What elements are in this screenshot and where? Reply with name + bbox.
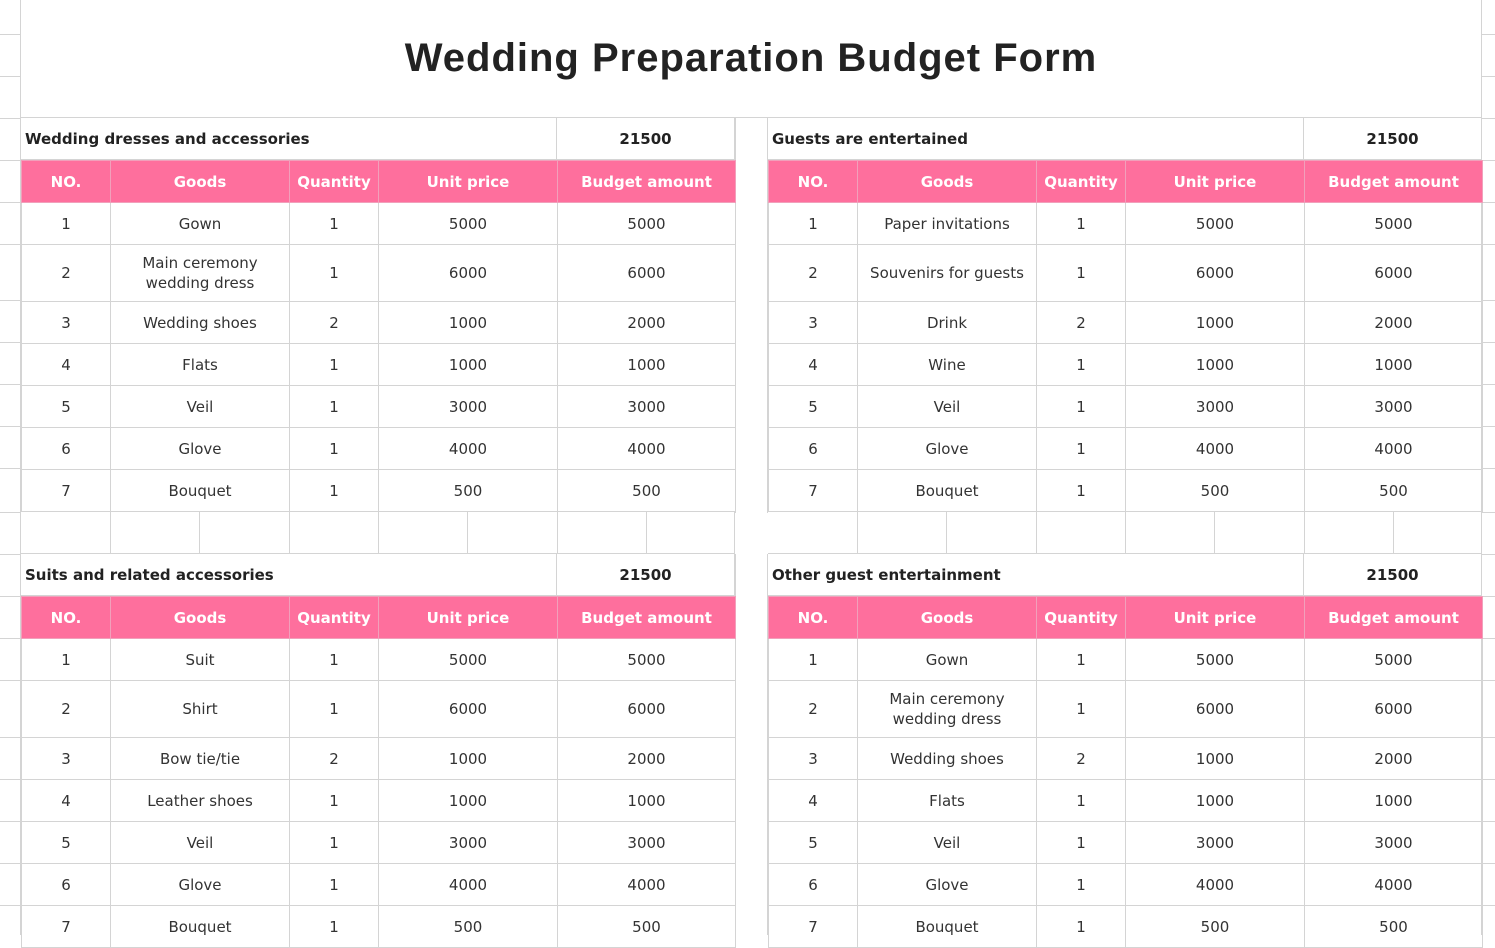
gridline bbox=[1482, 596, 1495, 597]
section-header-row bbox=[768, 554, 1482, 596]
gridline bbox=[1482, 160, 1495, 161]
gridline bbox=[1482, 905, 1495, 906]
header-unit-price[interactable]: Unit price bbox=[379, 597, 558, 639]
cell-goods[interactable]: Bow tie/tie bbox=[111, 738, 290, 780]
cell-unit-price[interactable]: 500 bbox=[379, 906, 558, 948]
cell-goods[interactable]: Souvenirs for guests bbox=[858, 245, 1037, 302]
cell-no[interactable]: 3 bbox=[769, 738, 858, 780]
gridline bbox=[1482, 638, 1495, 639]
cell-unit-price[interactable]: 500 bbox=[1126, 470, 1305, 512]
gridline bbox=[0, 160, 21, 161]
gridline bbox=[0, 680, 21, 681]
cell-goods[interactable]: Glove bbox=[111, 428, 290, 470]
cell-goods[interactable]: Gown bbox=[858, 639, 1037, 681]
gridline bbox=[1482, 821, 1495, 822]
cell-no[interactable]: 1 bbox=[22, 203, 111, 245]
cell-budget-amount[interactable]: 3000 bbox=[558, 822, 736, 864]
cell-no[interactable]: 5 bbox=[22, 822, 111, 864]
cell-budget-amount[interactable]: 2000 bbox=[558, 738, 736, 780]
header-budget-amount[interactable]: Budget amount bbox=[558, 597, 736, 639]
cell-unit-price[interactable]: 1000 bbox=[1126, 344, 1305, 386]
section-total[interactable]: 21500 bbox=[557, 118, 735, 159]
cell-goods[interactable]: Veil bbox=[111, 822, 290, 864]
cell-no[interactable]: 2 bbox=[769, 245, 858, 302]
cell-budget-amount[interactable]: 500 bbox=[558, 470, 736, 512]
cell-goods[interactable]: Suit bbox=[111, 639, 290, 681]
cell-no[interactable]: 7 bbox=[22, 906, 111, 948]
header-no[interactable]: NO. bbox=[22, 597, 111, 639]
cell-goods[interactable]: Bouquet bbox=[111, 906, 290, 948]
cell-quantity[interactable]: 1 bbox=[1037, 906, 1126, 948]
gridline bbox=[1482, 512, 1495, 513]
table-row bbox=[769, 428, 1483, 470]
cell-unit-price[interactable]: 1000 bbox=[1126, 780, 1305, 822]
cell-unit-price[interactable]: 5000 bbox=[1126, 203, 1305, 245]
cell-budget-amount[interactable]: 3000 bbox=[1305, 822, 1483, 864]
cell-budget-amount[interactable]: 5000 bbox=[1305, 203, 1483, 245]
cell-unit-price[interactable]: 5000 bbox=[379, 639, 558, 681]
header-unit-price[interactable]: Unit price bbox=[1126, 597, 1305, 639]
gridline bbox=[1482, 34, 1495, 35]
header-budget-amount[interactable]: Budget amount bbox=[558, 161, 736, 203]
table-row bbox=[22, 203, 736, 245]
header-unit-price[interactable]: Unit price bbox=[1126, 161, 1305, 203]
budget-table bbox=[21, 596, 736, 948]
cell-goods[interactable]: Wedding shoes bbox=[111, 302, 290, 344]
header-quantity[interactable]: Quantity bbox=[1037, 597, 1126, 639]
table-row bbox=[769, 639, 1483, 681]
cell-budget-amount[interactable]: 500 bbox=[558, 906, 736, 948]
cell-unit-price[interactable]: 1000 bbox=[379, 302, 558, 344]
section-title[interactable]: Other guest entertainment bbox=[768, 554, 1304, 595]
cell-unit-price[interactable]: 1000 bbox=[379, 738, 558, 780]
cell-goods[interactable]: Glove bbox=[858, 864, 1037, 906]
cell-quantity[interactable]: 1 bbox=[1037, 245, 1126, 302]
page-title: Wedding Preparation Budget Form bbox=[21, 0, 1481, 118]
section-total[interactable]: 21500 bbox=[1304, 554, 1482, 595]
cell-budget-amount[interactable]: 6000 bbox=[1305, 245, 1483, 302]
table-row bbox=[769, 245, 1483, 302]
gridline bbox=[0, 596, 21, 597]
gridline bbox=[0, 512, 21, 513]
header-goods[interactable]: Goods bbox=[858, 597, 1037, 639]
cell-unit-price[interactable]: 1000 bbox=[1126, 738, 1305, 780]
section-title[interactable]: Suits and related accessories bbox=[21, 554, 557, 595]
cell-goods[interactable]: Bouquet bbox=[858, 470, 1037, 512]
gridline bbox=[1482, 244, 1495, 245]
cell-goods[interactable]: Bouquet bbox=[858, 906, 1037, 948]
gridline bbox=[0, 863, 21, 864]
gridline bbox=[0, 554, 21, 555]
header-quantity[interactable]: Quantity bbox=[290, 161, 379, 203]
cell-budget-amount[interactable]: 4000 bbox=[558, 864, 736, 906]
cell-budget-amount[interactable]: 4000 bbox=[1305, 864, 1483, 906]
cell-budget-amount[interactable]: 1000 bbox=[558, 344, 736, 386]
cell-no[interactable]: 1 bbox=[769, 203, 858, 245]
gridline bbox=[1482, 680, 1495, 681]
blank-row-right bbox=[768, 512, 1482, 554]
gridline bbox=[0, 426, 21, 427]
section-header-row bbox=[21, 118, 735, 160]
table-row bbox=[769, 738, 1483, 780]
cell-quantity[interactable]: 1 bbox=[290, 639, 379, 681]
gridline bbox=[0, 821, 21, 822]
cell-no[interactable]: 1 bbox=[769, 639, 858, 681]
cell-budget-amount[interactable]: 1000 bbox=[1305, 780, 1483, 822]
table-row bbox=[769, 822, 1483, 864]
cell-no[interactable]: 4 bbox=[769, 780, 858, 822]
cell-budget-amount[interactable]: 2000 bbox=[558, 302, 736, 344]
table-row bbox=[22, 302, 736, 344]
budget-table bbox=[21, 160, 736, 512]
cell-goods[interactable]: Veil bbox=[858, 386, 1037, 428]
table-row bbox=[769, 780, 1483, 822]
cell-budget-amount[interactable]: 1000 bbox=[1305, 344, 1483, 386]
table-row bbox=[769, 203, 1483, 245]
cell-no[interactable]: 7 bbox=[22, 470, 111, 512]
cell-goods[interactable]: Flats bbox=[858, 780, 1037, 822]
cell-no[interactable]: 3 bbox=[769, 302, 858, 344]
cell-unit-price[interactable]: 4000 bbox=[379, 428, 558, 470]
cell-quantity[interactable]: 1 bbox=[1037, 344, 1126, 386]
cell-goods[interactable]: Veil bbox=[111, 386, 290, 428]
cell-quantity[interactable]: 1 bbox=[290, 470, 379, 512]
cell-unit-price[interactable]: 3000 bbox=[379, 386, 558, 428]
header-unit-price[interactable]: Unit price bbox=[379, 161, 558, 203]
cell-goods[interactable]: Leather shoes bbox=[111, 780, 290, 822]
gridline bbox=[1482, 554, 1495, 555]
gridline bbox=[0, 202, 21, 203]
cell-unit-price[interactable]: 4000 bbox=[1126, 428, 1305, 470]
table-header-row bbox=[769, 161, 1483, 203]
cell-budget-amount[interactable]: 3000 bbox=[1305, 386, 1483, 428]
gridline bbox=[1482, 737, 1495, 738]
cell-unit-price[interactable]: 6000 bbox=[1126, 245, 1305, 302]
cell-goods[interactable]: Veil bbox=[858, 822, 1037, 864]
gridline bbox=[1482, 118, 1495, 119]
budget-table bbox=[768, 160, 1483, 512]
cell-quantity[interactable]: 1 bbox=[1037, 470, 1126, 512]
section-wedding-dresses bbox=[21, 118, 735, 512]
cell-unit-price[interactable]: 1000 bbox=[1126, 302, 1305, 344]
cell-no[interactable]: 2 bbox=[769, 681, 858, 738]
header-goods[interactable]: Goods bbox=[111, 161, 290, 203]
table-row bbox=[22, 470, 736, 512]
header-no[interactable]: NO. bbox=[22, 161, 111, 203]
gridline bbox=[0, 342, 21, 343]
table-row bbox=[769, 681, 1483, 738]
cell-no[interactable]: 3 bbox=[22, 302, 111, 344]
table-row bbox=[22, 344, 736, 386]
cell-quantity[interactable]: 1 bbox=[290, 906, 379, 948]
cell-goods[interactable]: Gown bbox=[111, 203, 290, 245]
gridline bbox=[0, 779, 21, 780]
cell-no[interactable]: 7 bbox=[769, 470, 858, 512]
cell-no[interactable]: 6 bbox=[22, 428, 111, 470]
gridline bbox=[0, 76, 21, 77]
gridline bbox=[0, 244, 21, 245]
cell-unit-price[interactable]: 3000 bbox=[1126, 386, 1305, 428]
header-quantity[interactable]: Quantity bbox=[290, 597, 379, 639]
cell-unit-price[interactable]: 4000 bbox=[379, 864, 558, 906]
gridline bbox=[1482, 468, 1495, 469]
table-row bbox=[22, 780, 736, 822]
gridline bbox=[1482, 779, 1495, 780]
table-row bbox=[769, 470, 1483, 512]
cell-budget-amount[interactable]: 2000 bbox=[1305, 738, 1483, 780]
cell-goods[interactable]: Wine bbox=[858, 344, 1037, 386]
section-other-guest-entertainment bbox=[768, 554, 1482, 948]
cell-quantity[interactable]: 1 bbox=[290, 864, 379, 906]
section-header-row bbox=[768, 118, 1482, 160]
table-row bbox=[769, 386, 1483, 428]
gridline bbox=[0, 905, 21, 906]
gridline bbox=[1482, 76, 1495, 77]
cell-goods[interactable]: Shirt bbox=[111, 681, 290, 738]
gridline bbox=[0, 384, 21, 385]
cell-unit-price[interactable]: 1000 bbox=[379, 780, 558, 822]
cell-quantity[interactable]: 1 bbox=[290, 386, 379, 428]
cell-budget-amount[interactable]: 2000 bbox=[1305, 302, 1483, 344]
cell-goods[interactable]: Drink bbox=[858, 302, 1037, 344]
cell-quantity[interactable]: 1 bbox=[1037, 428, 1126, 470]
gridline bbox=[0, 468, 21, 469]
cell-budget-amount[interactable]: 6000 bbox=[558, 681, 736, 738]
cell-quantity[interactable]: 1 bbox=[290, 822, 379, 864]
column-gap-top bbox=[735, 118, 768, 513]
cell-goods[interactable]: Main ceremony wedding dress bbox=[111, 245, 290, 302]
cell-quantity[interactable]: 1 bbox=[1037, 639, 1126, 681]
cell-quantity[interactable]: 1 bbox=[1037, 822, 1126, 864]
cell-no[interactable]: 5 bbox=[769, 386, 858, 428]
cell-unit-price[interactable]: 3000 bbox=[379, 822, 558, 864]
section-header-row bbox=[21, 554, 735, 596]
section-guests-entertained bbox=[768, 118, 1482, 512]
table-row bbox=[22, 864, 736, 906]
cell-no[interactable]: 6 bbox=[769, 864, 858, 906]
header-no[interactable]: NO. bbox=[769, 597, 858, 639]
header-goods[interactable]: Goods bbox=[111, 597, 290, 639]
cell-goods[interactable]: Glove bbox=[111, 864, 290, 906]
cell-unit-price[interactable]: 3000 bbox=[1126, 822, 1305, 864]
gridline bbox=[1482, 384, 1495, 385]
table-header-row bbox=[22, 161, 736, 203]
table-row bbox=[769, 864, 1483, 906]
cell-quantity[interactable]: 2 bbox=[1037, 738, 1126, 780]
cell-quantity[interactable]: 1 bbox=[1037, 864, 1126, 906]
cell-unit-price[interactable]: 500 bbox=[1126, 906, 1305, 948]
section-total[interactable]: 21500 bbox=[1304, 118, 1482, 159]
cell-quantity[interactable]: 2 bbox=[1037, 302, 1126, 344]
cell-no[interactable]: 5 bbox=[769, 822, 858, 864]
gridline bbox=[0, 737, 21, 738]
table-header-row bbox=[769, 597, 1483, 639]
cell-quantity[interactable]: 1 bbox=[1037, 203, 1126, 245]
cell-budget-amount[interactable]: 6000 bbox=[1305, 681, 1483, 738]
cell-unit-price[interactable]: 6000 bbox=[1126, 681, 1305, 738]
cell-no[interactable]: 2 bbox=[22, 245, 111, 302]
table-row bbox=[22, 428, 736, 470]
gridline bbox=[1482, 863, 1495, 864]
cell-budget-amount[interactable]: 6000 bbox=[558, 245, 736, 302]
cell-unit-price[interactable]: 4000 bbox=[1126, 864, 1305, 906]
cell-no[interactable]: 4 bbox=[22, 780, 111, 822]
cell-quantity[interactable]: 1 bbox=[290, 428, 379, 470]
table-row bbox=[22, 245, 736, 302]
cell-unit-price[interactable]: 6000 bbox=[379, 681, 558, 738]
cell-quantity[interactable]: 1 bbox=[290, 780, 379, 822]
cell-quantity[interactable]: 1 bbox=[1037, 386, 1126, 428]
header-budget-amount[interactable]: Budget amount bbox=[1305, 161, 1483, 203]
section-title[interactable]: Guests are entertained bbox=[768, 118, 1304, 159]
gridline bbox=[0, 118, 21, 119]
cell-no[interactable]: 6 bbox=[22, 864, 111, 906]
gridline bbox=[0, 34, 21, 35]
cell-goods[interactable]: Glove bbox=[858, 428, 1037, 470]
gridline bbox=[1482, 300, 1495, 301]
cell-unit-price[interactable]: 1000 bbox=[379, 344, 558, 386]
header-quantity[interactable]: Quantity bbox=[1037, 161, 1126, 203]
cell-no[interactable]: 4 bbox=[22, 344, 111, 386]
cell-goods[interactable]: Main ceremony wedding dress bbox=[858, 681, 1037, 738]
table-row bbox=[769, 344, 1483, 386]
cell-no[interactable]: 2 bbox=[22, 681, 111, 738]
cell-budget-amount[interactable]: 4000 bbox=[1305, 428, 1483, 470]
left-row-gutter bbox=[0, 0, 21, 935]
cell-quantity[interactable]: 1 bbox=[290, 681, 379, 738]
cell-no[interactable]: 6 bbox=[769, 428, 858, 470]
section-suits bbox=[21, 554, 735, 948]
table-row bbox=[769, 302, 1483, 344]
table-row bbox=[22, 822, 736, 864]
cell-budget-amount[interactable]: 500 bbox=[1305, 906, 1483, 948]
table-row bbox=[22, 681, 736, 738]
section-title[interactable]: Wedding dresses and accessories bbox=[21, 118, 557, 159]
cell-budget-amount[interactable]: 4000 bbox=[558, 428, 736, 470]
cell-quantity[interactable]: 1 bbox=[290, 344, 379, 386]
table-row bbox=[22, 639, 736, 681]
cell-budget-amount[interactable]: 5000 bbox=[1305, 639, 1483, 681]
header-no[interactable]: NO. bbox=[769, 161, 858, 203]
right-row-gutter bbox=[1481, 0, 1495, 935]
cell-no[interactable]: 5 bbox=[22, 386, 111, 428]
cell-budget-amount[interactable]: 3000 bbox=[558, 386, 736, 428]
cell-goods[interactable]: Bouquet bbox=[111, 470, 290, 512]
table-row bbox=[22, 738, 736, 780]
cell-quantity[interactable]: 2 bbox=[290, 738, 379, 780]
cell-quantity[interactable]: 1 bbox=[290, 203, 379, 245]
cell-budget-amount[interactable]: 1000 bbox=[558, 780, 736, 822]
table-row bbox=[22, 386, 736, 428]
cell-unit-price[interactable]: 500 bbox=[379, 470, 558, 512]
gridline bbox=[1482, 342, 1495, 343]
blank-row-left bbox=[21, 512, 735, 554]
gridline bbox=[0, 300, 21, 301]
header-goods[interactable]: Goods bbox=[858, 161, 1037, 203]
cell-budget-amount[interactable]: 5000 bbox=[558, 203, 736, 245]
cell-quantity[interactable]: 2 bbox=[290, 302, 379, 344]
cell-budget-amount[interactable]: 500 bbox=[1305, 470, 1483, 512]
cell-no[interactable]: 7 bbox=[769, 906, 858, 948]
gridline bbox=[1482, 202, 1495, 203]
cell-no[interactable]: 4 bbox=[769, 344, 858, 386]
column-gap-bottom bbox=[735, 554, 768, 935]
cell-unit-price[interactable]: 5000 bbox=[379, 203, 558, 245]
section-total[interactable]: 21500 bbox=[557, 554, 735, 595]
budget-table bbox=[768, 596, 1483, 948]
cell-no[interactable]: 3 bbox=[22, 738, 111, 780]
cell-unit-price[interactable]: 6000 bbox=[379, 245, 558, 302]
header-budget-amount[interactable]: Budget amount bbox=[1305, 597, 1483, 639]
cell-no[interactable]: 1 bbox=[22, 639, 111, 681]
cell-budget-amount[interactable]: 5000 bbox=[558, 639, 736, 681]
cell-goods[interactable]: Paper invitations bbox=[858, 203, 1037, 245]
table-header-row bbox=[22, 597, 736, 639]
cell-quantity[interactable]: 1 bbox=[1037, 681, 1126, 738]
table-row bbox=[769, 906, 1483, 948]
cell-goods[interactable]: Flats bbox=[111, 344, 290, 386]
cell-unit-price[interactable]: 5000 bbox=[1126, 639, 1305, 681]
gridline bbox=[1482, 426, 1495, 427]
cell-goods[interactable]: Wedding shoes bbox=[858, 738, 1037, 780]
table-row bbox=[22, 906, 736, 948]
cell-quantity[interactable]: 1 bbox=[1037, 780, 1126, 822]
cell-quantity[interactable]: 1 bbox=[290, 245, 379, 302]
gridline bbox=[0, 638, 21, 639]
